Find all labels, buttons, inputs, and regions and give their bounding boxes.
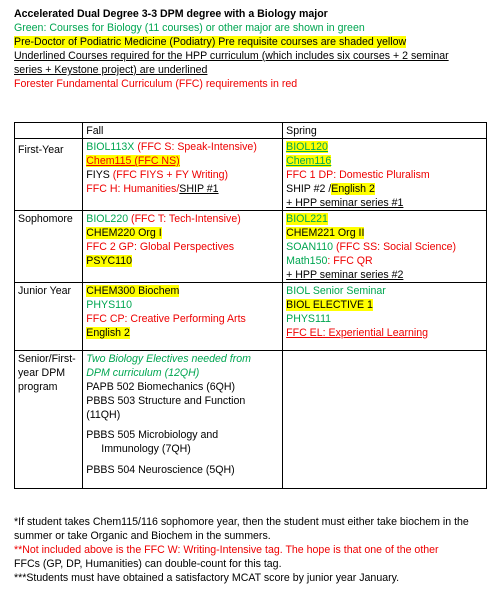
legend-yellow bbox=[14, 35, 494, 49]
ffc-tag: FFC EL: Experiential Learning bbox=[286, 327, 429, 339]
seminar-text: + HPP seminar series #1 bbox=[286, 197, 404, 209]
course-line bbox=[286, 312, 483, 326]
ffc-tag: FFC 2 GP: Global Perspectives bbox=[86, 241, 235, 253]
ffc-tag: FFC 1 DP: Domestic Pluralism bbox=[286, 169, 430, 181]
page-title: Accelerated Dual Degree 3-3 DPM degree with a Biology major bbox=[14, 8, 328, 20]
table-row-senior bbox=[15, 351, 487, 489]
course-line bbox=[286, 182, 483, 196]
row-label-cell bbox=[15, 139, 83, 211]
course-line bbox=[286, 298, 483, 312]
row-label: Sophomore bbox=[18, 213, 73, 225]
course-text: CHEM220 Org I bbox=[86, 227, 162, 239]
ffc-tag: (FFC S: Speak-Intensive) bbox=[134, 141, 257, 153]
course-text: PSYC110 bbox=[86, 255, 133, 267]
course-text: CHEM300 Biochem bbox=[86, 285, 180, 297]
course-line bbox=[286, 140, 483, 154]
footnote-1: *If student takes Chem115/116 sophomore year, then the student must either take biochem in the summer or take Organic and Biochem in the summers. bbox=[14, 516, 469, 542]
course-line bbox=[86, 254, 279, 268]
course-line bbox=[286, 240, 483, 254]
legend-yellow-text: Pre-Doctor of Podiatric Medicine (Podiatry) Pre requisite courses are shaded yellow bbox=[14, 36, 407, 48]
course-line: PBBS 503 Structure and Function bbox=[86, 395, 246, 407]
course-line bbox=[286, 212, 483, 226]
document-header bbox=[14, 7, 494, 91]
senior-fall-cell bbox=[83, 351, 283, 489]
course-line bbox=[86, 240, 279, 254]
course-line: PBBS 505 Microbiology and bbox=[86, 429, 219, 441]
course-line bbox=[286, 154, 483, 168]
course-text: Chem116 bbox=[286, 155, 332, 167]
elective-note: Two Biology Electives needed from bbox=[86, 353, 251, 365]
course-line bbox=[86, 182, 279, 201]
senior-spring-cell bbox=[283, 351, 487, 489]
course-line bbox=[286, 254, 483, 268]
spring-label: Spring bbox=[286, 125, 317, 137]
row-label-cell bbox=[15, 283, 83, 351]
footnotes bbox=[14, 515, 494, 585]
course-line bbox=[286, 268, 483, 282]
ffc-tag: (FFC T: Tech-Intensive) bbox=[128, 213, 241, 225]
column-header-spring bbox=[283, 123, 487, 139]
course-line bbox=[286, 226, 483, 240]
row-label: Junior Year bbox=[18, 285, 72, 297]
seminar-text: + HPP seminar series #2 bbox=[286, 269, 404, 281]
course-line: Immunology (7QH) bbox=[101, 443, 191, 455]
row-label: year DPM bbox=[18, 367, 66, 379]
course-line bbox=[86, 326, 279, 350]
course-text: SHIP #1 bbox=[179, 183, 219, 195]
elective-note: DPM curriculum (12QH) bbox=[86, 367, 200, 379]
row-label: Senior/First- bbox=[18, 353, 76, 365]
course-text: PHYS111 bbox=[286, 313, 332, 325]
course-text: BIOL120 bbox=[286, 141, 328, 153]
course-text: English 2 bbox=[86, 327, 130, 339]
course-text: PHYS110 bbox=[86, 299, 133, 311]
course-line bbox=[286, 284, 483, 298]
first-year-fall-cell bbox=[83, 139, 283, 211]
legend-underline-line-2: series + Keystone project) are underlined bbox=[14, 64, 208, 76]
course-text: BIOL221 bbox=[286, 213, 328, 225]
footnote-2-line-1: **Not included above is the FFC W: Writing-Intensive tag. The hope is that one of the other bbox=[14, 544, 439, 556]
course-line bbox=[86, 312, 279, 326]
course-line: PAPB 502 Biomechanics (6QH) bbox=[86, 381, 236, 393]
course-code: BIOL220 bbox=[86, 213, 129, 225]
course-text: CHEM221 Org II bbox=[286, 227, 365, 239]
junior-fall-cell bbox=[83, 283, 283, 351]
course-code: BIOL113X bbox=[86, 141, 135, 153]
course-line bbox=[286, 168, 483, 182]
course-text: English 2 bbox=[331, 183, 375, 195]
table-row-sophomore bbox=[15, 211, 487, 283]
course-code: SOAN110 bbox=[286, 241, 334, 253]
legend-red: Forester Fundamental Curriculum (FFC) requirements in red bbox=[14, 78, 298, 90]
course-line bbox=[286, 196, 483, 210]
row-label-cell bbox=[15, 211, 83, 283]
course-line bbox=[86, 168, 279, 182]
course-line bbox=[86, 284, 279, 298]
ffc-tag: (FFC FIYS + FY Writing) bbox=[112, 169, 229, 181]
course-text: SHIP #2 / bbox=[286, 183, 332, 195]
table-row-junior bbox=[15, 283, 487, 351]
first-year-spring-cell bbox=[283, 139, 487, 211]
course-line bbox=[86, 140, 279, 154]
column-header-fall bbox=[83, 123, 283, 139]
course-text: Chem115 (FFC NS) bbox=[86, 155, 180, 167]
row-label: First-Year bbox=[18, 144, 64, 156]
course-text: BIOL Senior Seminar bbox=[286, 285, 386, 297]
course-line: PBBS 504 Neuroscience (5QH) bbox=[86, 464, 235, 476]
header-empty-cell bbox=[15, 123, 83, 139]
row-label: program bbox=[18, 381, 58, 393]
table-row-first-year bbox=[15, 139, 487, 211]
course-text: BIOL ELECTIVE 1 bbox=[286, 299, 373, 311]
course-line bbox=[86, 298, 279, 312]
legend-underline-line-1: Underlined Courses required for the HPP curriculum (which includes six courses + 2 seminar bbox=[14, 50, 449, 62]
course-line bbox=[86, 226, 279, 240]
course-text: FIYS bbox=[86, 169, 113, 181]
ffc-tag: FFC H: Humanities/ bbox=[86, 183, 180, 195]
footnote-2-line-2: FFCs (GP, DP, Humanities) can double-count for this tag. bbox=[14, 558, 282, 570]
course-line bbox=[86, 212, 279, 226]
row-label-cell bbox=[15, 351, 83, 489]
legend-green: Green: Courses for Biology (11 courses) or other major are shown in green bbox=[14, 22, 365, 34]
course-line bbox=[286, 326, 483, 340]
junior-spring-cell bbox=[283, 283, 487, 351]
sophomore-spring-cell bbox=[283, 211, 487, 283]
course-line bbox=[86, 154, 279, 168]
footnote-3: ***Students must have obtained a satisfactory MCAT score by junior year January. bbox=[14, 572, 400, 584]
course-code: Math150 bbox=[286, 255, 328, 267]
course-plan-table bbox=[14, 122, 487, 489]
ffc-tag: (FFC SS: Social Science) bbox=[333, 241, 457, 253]
ffc-tag: FFC CP: Creative Performing Arts bbox=[86, 313, 246, 325]
ffc-tag: : FFC QR bbox=[327, 255, 373, 267]
fall-label: Fall bbox=[86, 125, 104, 137]
course-line: (11QH) bbox=[86, 409, 121, 421]
table-header-row bbox=[15, 123, 487, 139]
sophomore-fall-cell bbox=[83, 211, 283, 283]
